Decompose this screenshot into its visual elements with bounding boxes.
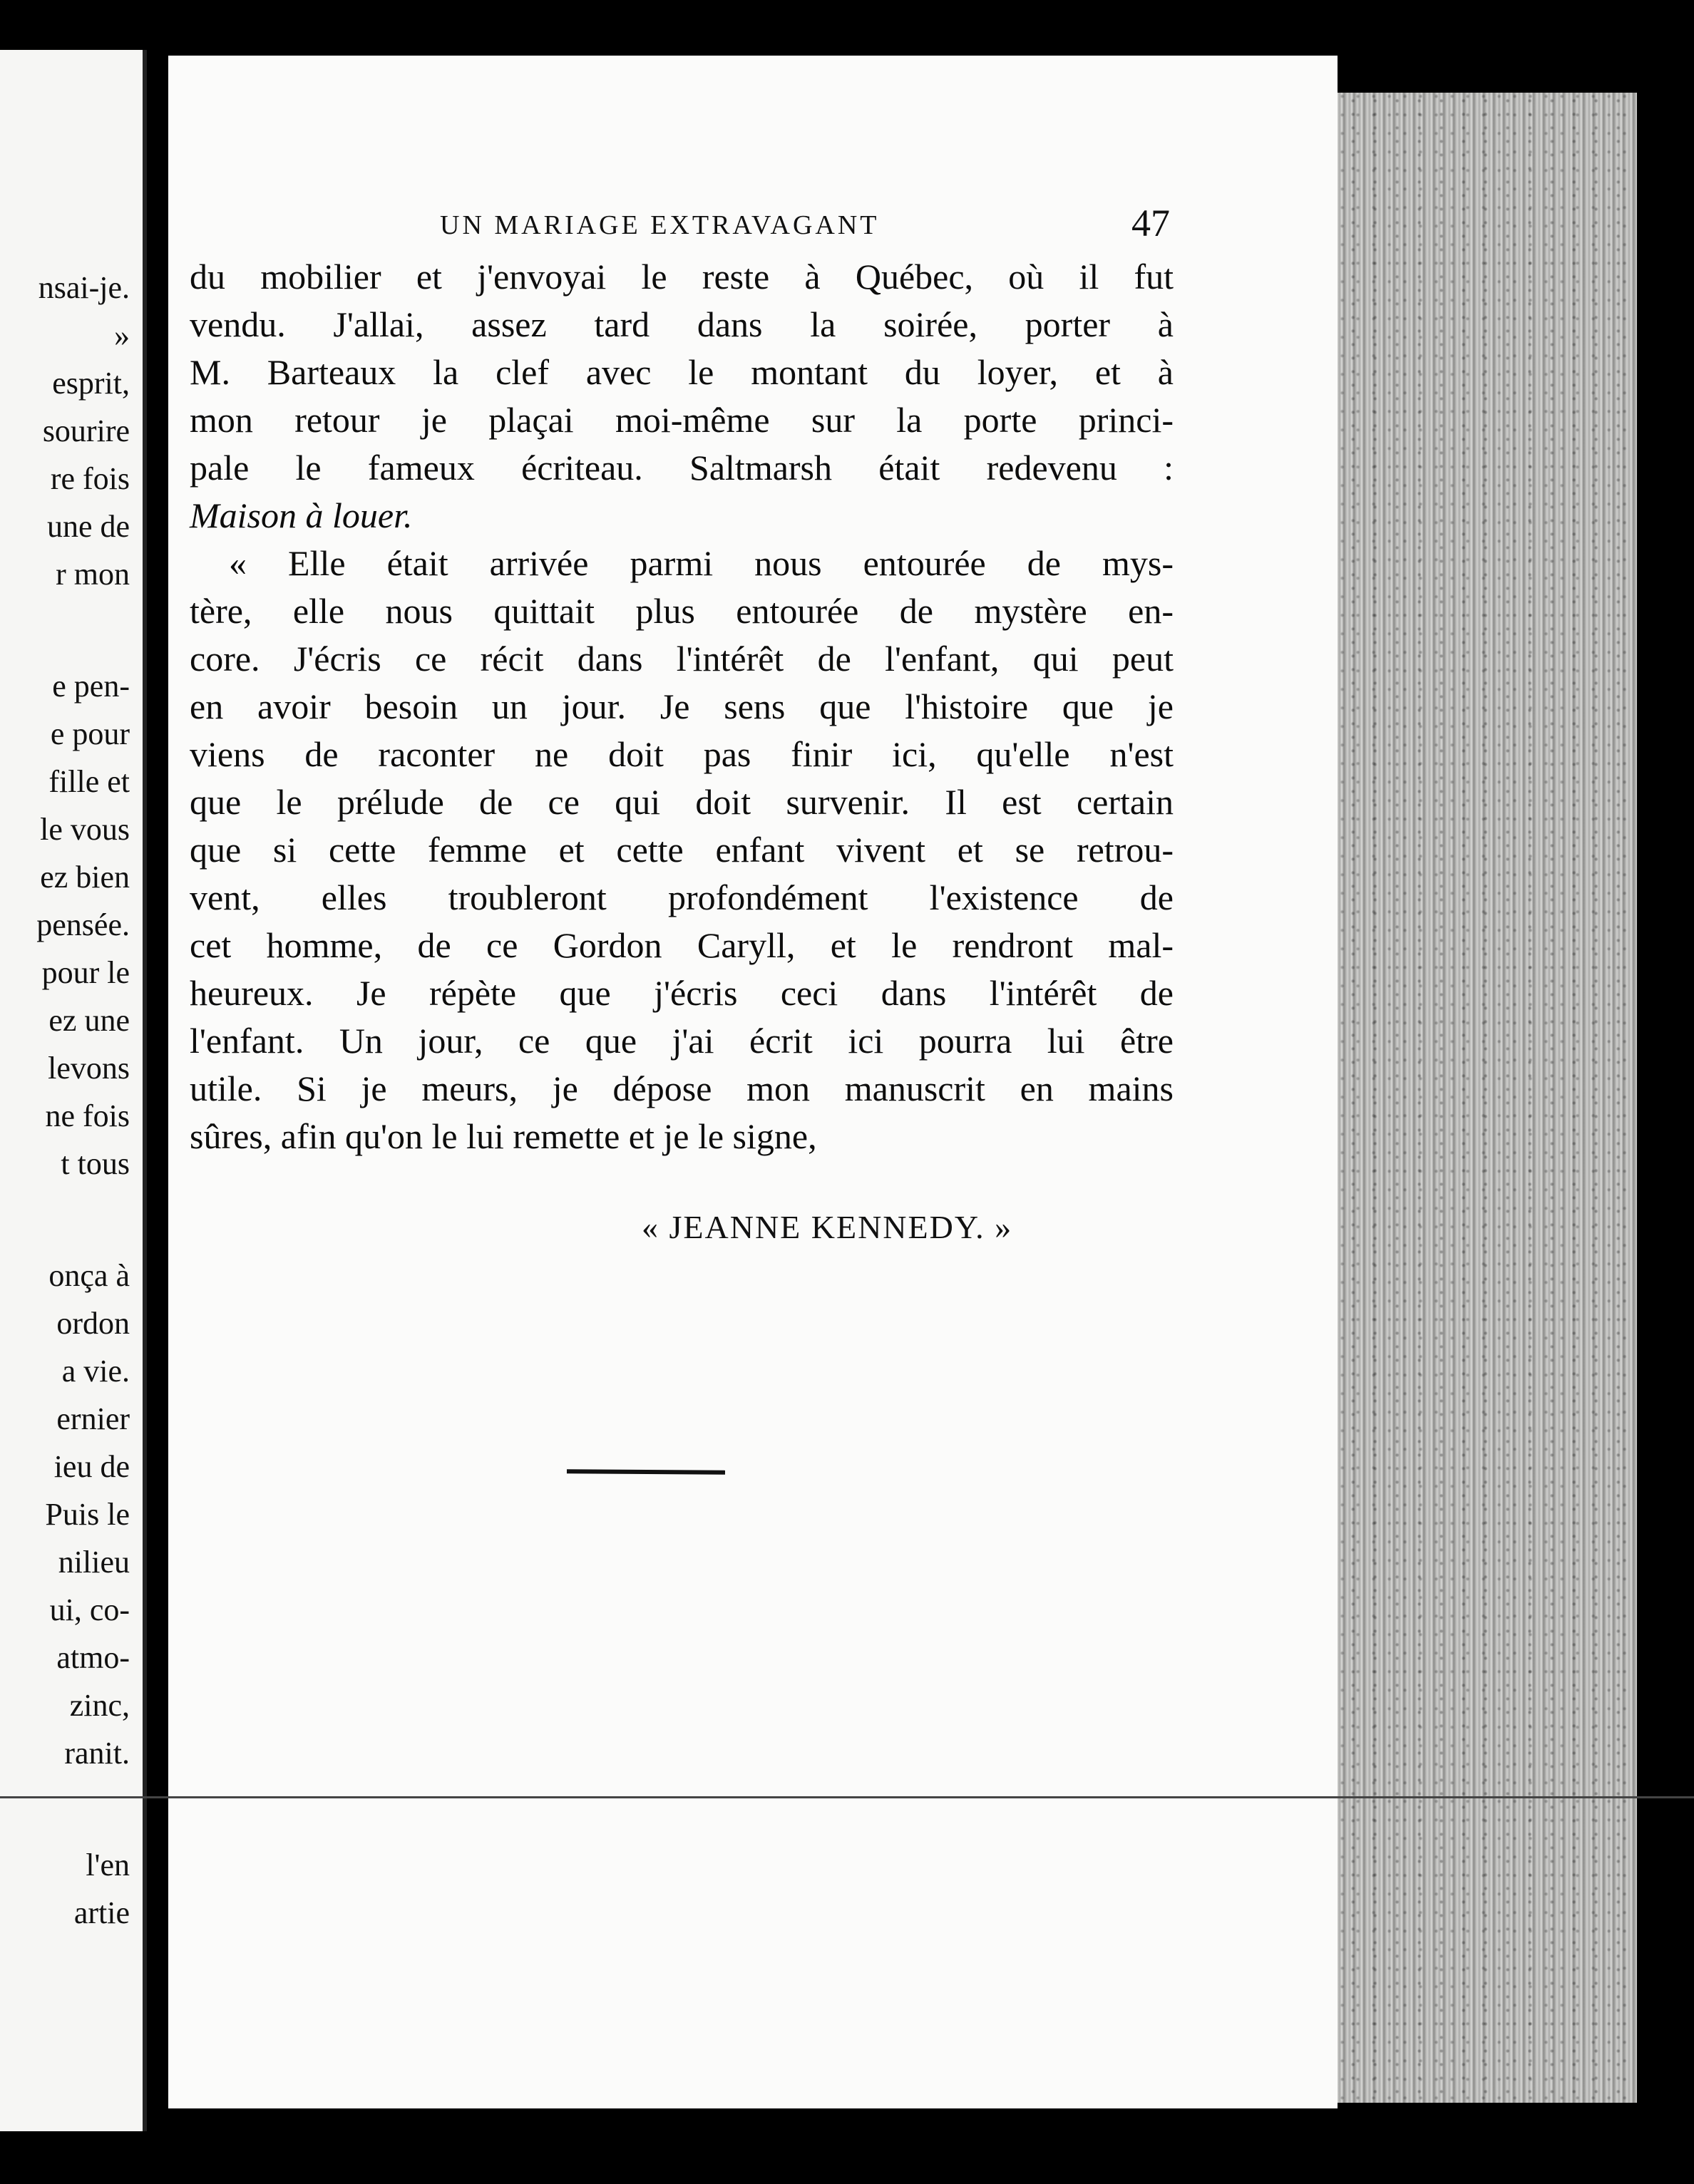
left-page-line: levons (48, 1051, 130, 1086)
left-page-line: pensée. (36, 907, 130, 942)
text-line: que le prélude de ce qui doit survenir. Il est certain (190, 782, 1174, 822)
left-page-line: atmo- (56, 1640, 130, 1675)
paragraph-2 (190, 540, 1174, 1113)
text-line: tère, elle nous quittait plus entourée de mystère en- (190, 591, 1174, 631)
text-line: utile. Si je meurs, je dépose mon manuscrit en mains (190, 1068, 1174, 1108)
text-line: l'enfant. Un jour, ce que j'ai écrit ici pourra lui être (190, 1021, 1174, 1061)
left-page-line: sourire (42, 413, 130, 448)
left-page-line (1, 1188, 130, 1252)
left-page-line: e pour (50, 716, 130, 751)
paragraph-2-last-line: sûres, afin qu'on le lui remette et je le signe, (190, 1116, 817, 1156)
text-line: que si cette femme et cette enfant vivent et se retrou- (190, 830, 1174, 870)
scan-border-right (1637, 0, 1694, 2184)
page-number: 47 (1131, 202, 1170, 244)
left-page-line: nsai-je. (38, 270, 130, 305)
left-page-text (1, 264, 130, 1937)
left-page-line: t tous (61, 1146, 130, 1181)
text-line: vent, elles troubleront profondément l'existence de (190, 877, 1174, 917)
left-page-line: fille et (48, 764, 130, 799)
left-page-line: ernier (56, 1401, 130, 1436)
left-page-line: e pen- (52, 669, 130, 704)
end-rule (567, 1469, 725, 1475)
text-line: viens de raconter ne doit pas finir ici, qu'elle n'est (190, 734, 1174, 774)
text-line: vendu. J'allai, assez tard dans la soirée, porter à (190, 304, 1174, 344)
text-line: mon retour je plaçai moi-même sur la porte princi- (190, 400, 1174, 440)
left-page-line: ordon (56, 1306, 130, 1341)
left-page-line: a vie. (61, 1354, 130, 1389)
left-page-line: nilieu (58, 1545, 130, 1580)
left-page-line: artie (73, 1895, 130, 1930)
left-page-line: ranit. (64, 1736, 130, 1771)
text-line: cet homme, de ce Gordon Caryll, et le rendront mal- (190, 925, 1174, 965)
page-header (272, 201, 1170, 244)
text-line: « Elle était arrivée parmi nous entourée de mys- (229, 543, 1174, 583)
paragraph-1-ending (190, 492, 1174, 540)
left-page-line: esprit, (52, 366, 130, 401)
scan-fold-line (0, 1796, 1694, 1798)
left-facing-page (0, 50, 147, 2131)
text-line: en avoir besoin un jour. Je sens que l'histoire que je (190, 686, 1174, 726)
right-page (168, 56, 1338, 2108)
text-line: core. J'écris ce récit dans l'intérêt de l'enfant, qui peut (190, 639, 1174, 679)
left-page-line: pour le (41, 955, 130, 990)
left-page-line: ieu de (53, 1449, 130, 1484)
text-line: pale le fameux écriteau. Saltmarsh était redevenu : (190, 448, 1174, 488)
left-page-line: ui, co- (49, 1592, 130, 1627)
left-page-line (1, 598, 130, 662)
left-page-line: ez bien (40, 860, 130, 895)
body-text (190, 253, 1174, 1160)
text-line: heureux. Je répète que j'écris ceci dans l'intérêt de (190, 973, 1174, 1013)
book-gutter (147, 50, 168, 2131)
left-page-line: le vous (40, 812, 130, 847)
italic-phrase: Maison à louer. (190, 495, 413, 535)
left-page-line: l'en (86, 1848, 130, 1882)
text-line: du mobilier et j'envoyai le reste à Québec, où il fut (190, 257, 1174, 297)
left-page-line: onça à (48, 1258, 130, 1293)
left-page-line: re fois (50, 461, 130, 496)
left-page-line: » (114, 318, 130, 353)
running-title: UN MARIAGE EXTRAVAGANT (440, 210, 880, 240)
scan-border-bottom (0, 2131, 1694, 2184)
left-page-line: ez une (48, 1003, 130, 1038)
left-page-line (1, 1777, 130, 1841)
paragraph-1 (190, 253, 1174, 492)
text-line: M. Barteaux la clef avec le montant du loyer, et à (190, 352, 1174, 392)
page-block-edge (1338, 93, 1637, 2103)
left-page-line: ne fois (45, 1098, 130, 1133)
left-page-line: une de (46, 509, 130, 544)
left-page-line: r mon (56, 557, 130, 592)
left-page-line: zinc, (69, 1688, 130, 1723)
signature: « JEANNE KENNEDY. » (642, 1209, 1013, 1245)
left-page-line: Puis le (45, 1497, 130, 1532)
